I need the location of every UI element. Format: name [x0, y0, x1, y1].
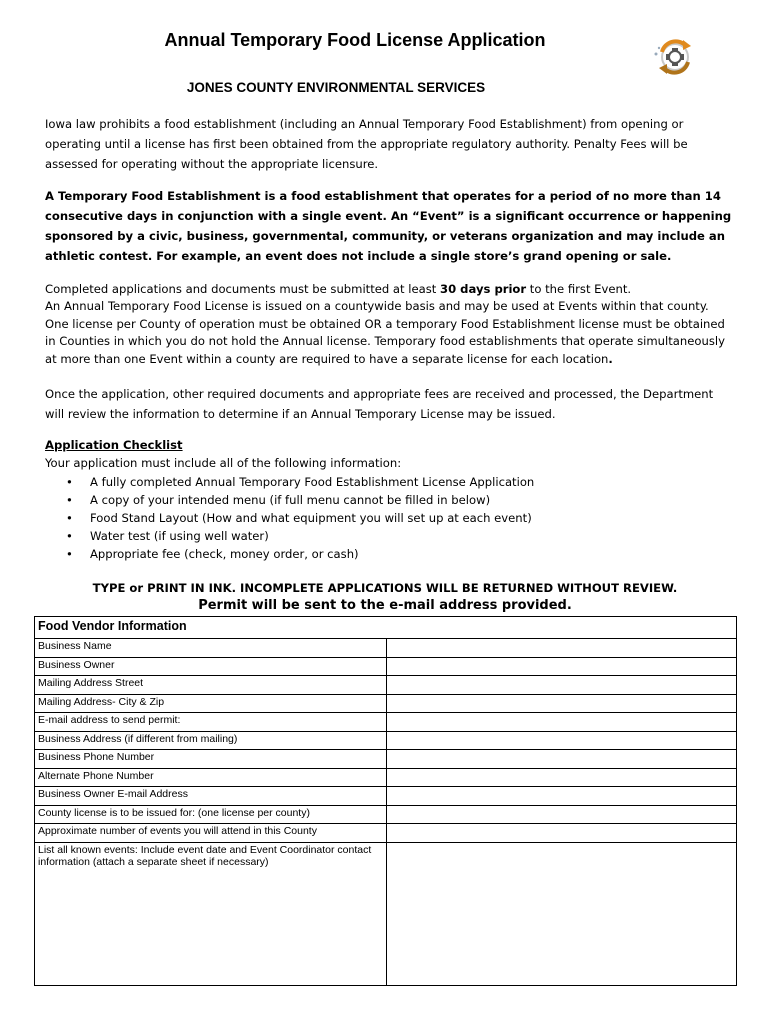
- bullet-icon: •: [66, 493, 73, 507]
- list-item: [45, 527, 534, 545]
- list-item: [45, 491, 534, 509]
- bullet-icon: •: [66, 475, 73, 489]
- bullet-icon: •: [66, 511, 73, 525]
- table-row: [35, 676, 737, 695]
- events-list-field[interactable]: [387, 842, 737, 985]
- table-row: [35, 805, 737, 824]
- field-label: Business Phone Number: [35, 750, 387, 769]
- table-row: [35, 639, 737, 658]
- table-row: [35, 750, 737, 769]
- list-item: [45, 545, 534, 563]
- checklist-intro: Your application must include all of the following information:: [45, 456, 402, 470]
- field-label: E-mail address to send permit:: [35, 713, 387, 732]
- checklist-item-text: Food Stand Layout (How and what equipment you will set up at each event): [90, 511, 532, 525]
- definition-paragraph: A Temporary Food Establishment is a food establishment that operates for a period of no more than 14 consecutive days in conjunction with a single event. An “Event” is a significant occurrence or happening sponsored by a civic, business, governmental, community, or veterans organization and may include an athletic contest. For example, an event does not include a single store’s grand opening or sale.: [45, 189, 732, 263]
- recycle-arrows-logo-icon: [652, 34, 698, 80]
- permit-notice: Permit will be sent to the e-mail address provided.: [198, 598, 572, 613]
- table-row: [35, 657, 737, 676]
- owner-email-field[interactable]: [387, 787, 737, 806]
- deadline-text-post: to the first Event.: [526, 282, 632, 296]
- business-name-field[interactable]: [387, 639, 737, 658]
- field-label: Business Name: [35, 639, 387, 658]
- agency-subtitle: JONES COUNTY ENVIRONMENTAL SERVICES: [186, 80, 486, 95]
- page-title: Annual Temporary Food License Application: [164, 30, 546, 50]
- checklist-item-text: Water test (if using well water): [90, 529, 269, 543]
- alternate-phone-field[interactable]: [387, 768, 737, 787]
- event-count-field[interactable]: [387, 824, 737, 843]
- field-label: Business Owner: [35, 657, 387, 676]
- processing-paragraph: Once the application, other required documents and appropriate fees are received and processed, the Department will review the information to determine if an Annual Temporary License may be issued.: [45, 387, 714, 421]
- license-scope-end: .: [608, 351, 613, 366]
- deadline-bold: 30 days prior: [440, 282, 527, 296]
- list-item: [45, 473, 534, 491]
- mailing-city-zip-field[interactable]: [387, 694, 737, 713]
- checklist-item-text: A fully completed Annual Temporary Food Establishment License Application: [90, 475, 535, 489]
- license-scope-text: An Annual Temporary Food License is issued on a countywide basis and may be used at Events within that county. One license per County of operation must be obtained OR a temporary Food Establishment license must be obtained in Counties in which you do not hold the Annual license. Temporary food establishments that operate simultaneously at more than one Event within a county are required to have a separate license for each location: [45, 299, 725, 366]
- field-label: Alternate Phone Number: [35, 768, 387, 787]
- business-address-field[interactable]: [387, 731, 737, 750]
- field-label: List all known events: Include event date and Event Coordinator contact information (attach a separate sheet if necessary): [35, 842, 387, 985]
- field-label: Business Owner E-mail Address: [35, 787, 387, 806]
- business-phone-field[interactable]: [387, 750, 737, 769]
- field-label: Mailing Address- City & Zip: [35, 694, 387, 713]
- checklist: [45, 473, 534, 563]
- field-label: Business Address (if different from mailing): [35, 731, 387, 750]
- table-row: [35, 824, 737, 843]
- field-label: Approximate number of events you will attend in this County: [35, 824, 387, 843]
- field-label: Mailing Address Street: [35, 676, 387, 695]
- table-row: [35, 842, 737, 985]
- checklist-item-text: Appropriate fee (check, money order, or cash): [90, 547, 359, 561]
- list-item: [45, 509, 534, 527]
- checklist-heading: Application Checklist: [45, 438, 183, 452]
- checklist-item-text: A copy of your intended menu (if full menu cannot be filled in below): [90, 493, 491, 507]
- intro-paragraph: Iowa law prohibits a food establishment (including an Annual Temporary Food Establishment) from opening or operating until a license has first been obtained from the appropriate regulatory authority. Penalty Fees will be assessed for operating without the appropriate licensure.: [45, 117, 688, 171]
- table-row: [35, 731, 737, 750]
- table-row: [35, 768, 737, 787]
- vendor-info-table: [34, 616, 737, 986]
- county-field[interactable]: [387, 805, 737, 824]
- mailing-street-field[interactable]: [387, 676, 737, 695]
- table-row: [35, 713, 737, 732]
- table-row: [35, 694, 737, 713]
- license-scope-paragraph: [45, 298, 735, 368]
- business-owner-field[interactable]: [387, 657, 737, 676]
- ink-notice: TYPE or PRINT IN INK. INCOMPLETE APPLICATIONS WILL BE RETURNED WITHOUT REVIEW.: [92, 581, 678, 595]
- field-label: County license is to be issued for: (one license per county): [35, 805, 387, 824]
- bullet-icon: •: [66, 529, 73, 543]
- deadline-paragraph: [45, 281, 735, 299]
- bullet-icon: •: [66, 547, 73, 561]
- table-header-row: [35, 617, 737, 639]
- vendor-section-title: Food Vendor Information: [35, 617, 737, 639]
- permit-email-field[interactable]: [387, 713, 737, 732]
- deadline-text-pre: Completed applications and documents must be submitted at least: [45, 282, 441, 296]
- table-row: [35, 787, 737, 806]
